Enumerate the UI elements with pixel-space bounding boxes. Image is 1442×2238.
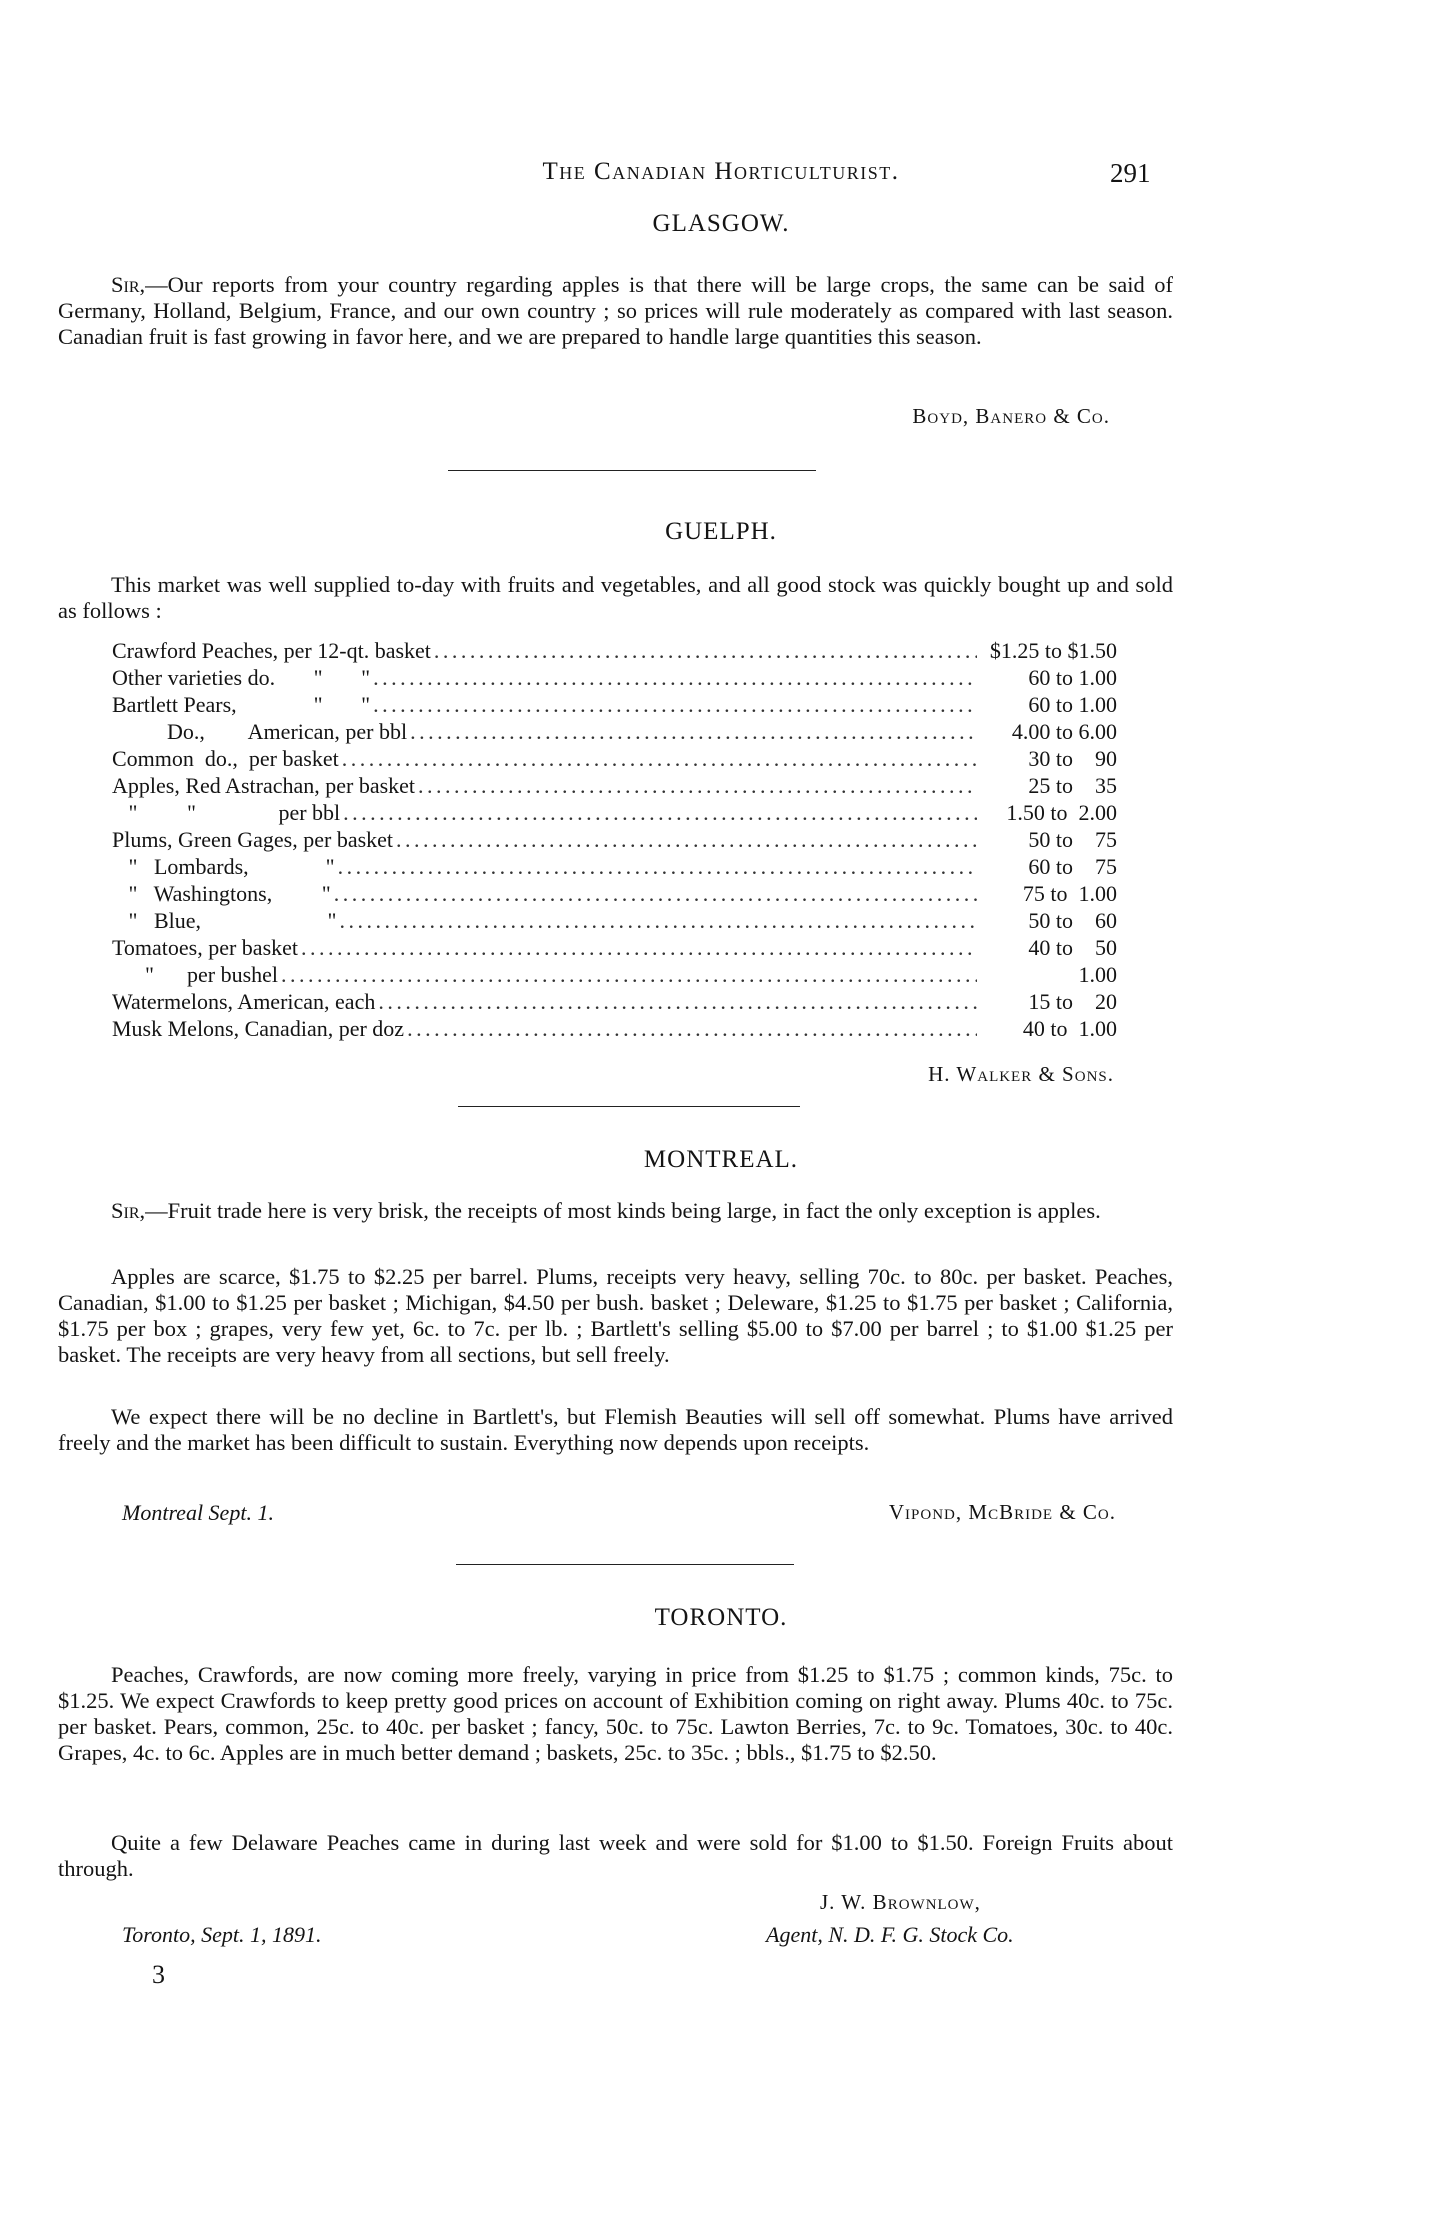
leader-dots (339, 746, 977, 772)
montreal-p3: We expect there will be no decline in Bartlett's, but Flemish Beauties will sell off somewhat. Plums have arrived freely and the market has been difficult to sustain. Everything now depends upon receipts. (58, 1404, 1173, 1455)
montreal-salutation: Sir, (111, 1198, 146, 1223)
price-value: 15 to 20 (1028, 989, 1117, 1014)
section-title-guelph: GUELPH. (665, 518, 777, 545)
guelph-intro: This market was well supplied to-day with fruits and vegetables, and all good stock was quickly bought up and sold as follows : (58, 572, 1173, 623)
price-item: Watermelons, American, each (112, 989, 376, 1014)
price-item: " Lombards, " (112, 854, 335, 879)
section-divider (458, 1106, 800, 1107)
leader-dots (331, 881, 977, 907)
price-row (112, 773, 1117, 800)
price-row (112, 827, 1117, 854)
price-item: Plums, Green Gages, per basket (112, 827, 394, 852)
price-value: 40 to 1.00 (1022, 1016, 1117, 1041)
montreal-p2: Apples are scarce, $1.75 to $2.25 per barrel. Plums, receipts very heavy, selling 70c. to 80c. per basket. Peaches, Canadian, $1.00 to $1.25 per basket ; Michigan, $4.50 per bush. basket ; Deleware, $1.25 to $1.75 per basket ; California, $1.75 per box ; grapes, very few yet, 6c. to 7c. per lb. ; Bartlett's selling $5.00 to $7.00 per barrel ; to $1.00 $1.25 per basket. The receipts are very heavy from all sections, but sell freely. (58, 1264, 1173, 1367)
leader-dots (431, 638, 977, 664)
price-row (112, 881, 1117, 908)
price-value: $1.25 to $1.50 (989, 638, 1117, 663)
price-row (112, 746, 1117, 773)
section-divider (456, 1564, 794, 1565)
price-row (112, 692, 1117, 719)
price-value: 60 to 1.00 (1028, 692, 1117, 717)
leader-dots (375, 989, 977, 1015)
price-item: " per bushel (112, 962, 279, 987)
price-table (112, 638, 1117, 1043)
price-row (112, 989, 1117, 1016)
leader-dots (340, 800, 977, 826)
price-value: 30 to 90 (1028, 746, 1117, 771)
price-item: Tomatoes, per basket (112, 935, 299, 960)
price-item: Other varieties do. " " (112, 665, 371, 690)
price-value: 50 to 60 (1028, 908, 1117, 933)
price-item: Crawford Peaches, per 12-qt. basket (112, 638, 431, 663)
price-item: Musk Melons, Canadian, per doz (112, 1016, 405, 1041)
toronto-signature-name: J. W. Brownlow, (820, 1890, 981, 1914)
price-row (112, 935, 1117, 962)
price-item: " " per bbl (112, 800, 341, 825)
section-divider (448, 470, 816, 471)
leader-dots (393, 827, 977, 853)
glasgow-body: —Our reports from your country regarding apples is that there will be large crops, the same can be said of Germany, Holland, Belgium, France, and our own country ; so prices will rule moderately as compared with last season. Canadian fruit is fast growing in favor here, and we are prepared to handle large quantities this season. (58, 272, 1173, 349)
montreal-p1: —Fruit trade here is very brisk, the receipts of most kinds being large, in fact the only exception is apples. (145, 1198, 1101, 1223)
toronto-p2: Quite a few Delaware Peaches came in during last week and were sold for $1.00 to $1.50. Foreign Fruits about through. (58, 1830, 1173, 1881)
section-title-montreal: MONTREAL. (643, 1146, 799, 1173)
price-value: 4.00 to 6.00 (1011, 719, 1117, 744)
leader-dots (407, 719, 977, 745)
price-value: 25 to 35 (1028, 773, 1117, 798)
leader-dots (298, 935, 977, 961)
toronto-dateline: Toronto, Sept. 1, 1891. (122, 1922, 322, 1947)
montreal-letter (58, 1198, 1173, 1224)
price-value: 1.50 to 2.00 (1006, 800, 1117, 825)
montreal-signature: Vipond, McBride & Co. (888, 1500, 1116, 1524)
price-value: 50 to 75 (1028, 827, 1117, 852)
leader-dots (404, 1016, 977, 1042)
price-value: 40 to 50 (1028, 935, 1117, 960)
price-row (112, 665, 1117, 692)
price-row (112, 800, 1117, 827)
page-number: 291 (1110, 158, 1151, 188)
leader-dots (335, 854, 977, 880)
price-item: " Washingtons, " (112, 881, 331, 906)
price-item: Bartlett Pears, " " (112, 692, 371, 717)
leader-dots (278, 962, 977, 988)
price-item: Common do., per basket (112, 746, 339, 771)
toronto-p1: Peaches, Crawfords, are now coming more freely, varying in price from $1.25 to $1.75 ; common kinds, 75c. to $1.25. We expect Crawfords to keep pretty good prices on account of Exhibition coming on right away. Plums 40c. to 75c. per basket. Pears, common, 25c. to 40c. per basket ; fancy, 50c. to 75c. Lawton Berries, 7c. to 9c. Tomatoes, 30c. to 40c. Grapes, 4c. to 6c. Apples are in much better demand ; baskets, 25c. to 35c. ; bbls., $1.75 to $2.50. (58, 1662, 1173, 1765)
section-title-toronto: TORONTO. (654, 1604, 788, 1631)
glasgow-signature: Boyd, Banero & Co. (912, 404, 1110, 428)
glasgow-salutation: Sir, (111, 272, 146, 297)
toronto-signature-title: Agent, N. D. F. G. Stock Co. (766, 1922, 1014, 1947)
leader-dots (337, 908, 977, 934)
price-value: 1.00 (1078, 962, 1117, 987)
price-row (112, 962, 1117, 989)
section-title-glasgow: GLASGOW. (652, 210, 790, 237)
price-row (112, 1016, 1117, 1043)
price-value: 60 to 75 (1028, 854, 1117, 879)
price-row (112, 854, 1117, 881)
price-row (112, 908, 1117, 935)
price-row (112, 638, 1117, 665)
price-row (112, 719, 1117, 746)
price-item: " Blue, " (112, 908, 337, 933)
price-value: 75 to 1.00 (1022, 881, 1117, 906)
price-value: 60 to 1.00 (1028, 665, 1117, 690)
glasgow-letter (58, 272, 1173, 350)
running-title: The Canadian Horticulturist. (542, 158, 900, 185)
montreal-dateline: Montreal Sept. 1. (122, 1500, 274, 1525)
price-item: Apples, Red Astrachan, per basket (112, 773, 416, 798)
leader-dots (370, 692, 977, 718)
guelph-signature: H. Walker & Sons. (928, 1062, 1114, 1086)
leader-dots (415, 773, 977, 799)
leader-dots (370, 665, 977, 691)
page-header (0, 158, 1442, 198)
price-item: Do., American, per bbl (112, 719, 408, 744)
signature-mark: 3 (152, 1960, 165, 1989)
